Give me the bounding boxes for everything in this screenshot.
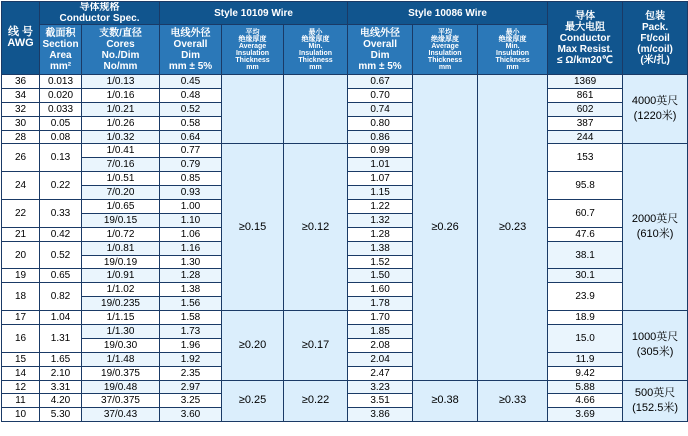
section-area-cell: 0.52 xyxy=(40,241,82,269)
resistance-header-line: 导体 xyxy=(575,10,596,22)
awg-cell: 26 xyxy=(2,144,40,172)
cores-cell: 19/0.375 xyxy=(82,366,160,380)
avg-ins-line: Thickness xyxy=(427,56,463,64)
resistance-header-line: Conductor xyxy=(559,32,611,44)
style1-dim-cell: 3.60 xyxy=(160,408,222,422)
cores-cell: 1/0.91 xyxy=(82,269,160,283)
overall-dim-line: Dim xyxy=(181,49,200,61)
style1-dim-cell: 0.93 xyxy=(160,186,222,200)
awg-cell: 28 xyxy=(2,130,40,144)
pack-header-line: (m/coil) xyxy=(637,43,673,55)
resistance-cell: 95.8 xyxy=(548,172,623,200)
pack-cell xyxy=(623,311,688,380)
section-area-cell: 1.04 xyxy=(40,311,82,325)
section-area-line: Section xyxy=(42,38,79,50)
style1-overall-dim-header xyxy=(160,25,222,75)
awg-cell: 34 xyxy=(2,88,40,102)
style2-dim-cell: 1.22 xyxy=(348,200,413,214)
pack-header-line: Ft/coil xyxy=(640,32,670,44)
avg-ins-line: mm xyxy=(246,63,259,71)
section-area-line: 截面积 xyxy=(45,27,76,39)
min-ins-line: 最小 xyxy=(308,28,323,36)
section-area-cell: 4.20 xyxy=(40,394,82,408)
min-ins-line: mm xyxy=(506,63,519,71)
section-area-cell: 2.10 xyxy=(40,366,82,380)
cores-header-line: Cores xyxy=(106,38,135,50)
pack-header-line: (米/扎) xyxy=(640,54,670,66)
table-row xyxy=(2,75,688,89)
overall-dim-line: Overall xyxy=(363,38,397,50)
style1-dim-cell: 1.00 xyxy=(160,200,222,214)
awg-cell: 36 xyxy=(2,75,40,89)
cores-cell: 1/1.30 xyxy=(82,325,160,339)
resistance-cell: 23.9 xyxy=(548,283,623,311)
table-row xyxy=(2,380,688,394)
style1-dim-cell: 1.58 xyxy=(160,311,222,325)
pack-line: (152.5米) xyxy=(632,401,678,414)
section-area-cell: 0.33 xyxy=(40,200,82,228)
avg-ins-line: Insulation xyxy=(428,49,462,57)
min-ins-line: Thickness xyxy=(298,56,333,64)
awg-cell: 18 xyxy=(2,283,40,311)
avg-ins-line: Average xyxy=(238,42,267,50)
conductor-spec-cn: 导体规格 xyxy=(79,2,120,13)
min-ins-line: Insulation xyxy=(496,49,530,57)
style1-avg-ins-cell: ≥0.20 xyxy=(222,311,284,380)
cores-cell: 19/0.235 xyxy=(82,297,160,311)
avg-ins-line: Thickness xyxy=(235,56,270,64)
cores-header xyxy=(82,25,160,75)
min-ins-line: Thickness xyxy=(495,56,530,64)
overall-dim-line: Overall xyxy=(173,38,208,50)
resistance-cell: 861 xyxy=(548,88,623,102)
style2-dim-cell: 0.70 xyxy=(348,88,413,102)
resistance-cell: 3.69 xyxy=(548,408,623,422)
resistance-cell: 11.9 xyxy=(548,352,623,366)
overall-dim-line: 电线外径 xyxy=(360,27,401,39)
resistance-header-line: 最大电阻 xyxy=(565,21,606,33)
style2-dim-cell: 3.86 xyxy=(348,408,413,422)
style2-dim-cell: 3.51 xyxy=(348,394,413,408)
cores-cell: 1/0.51 xyxy=(82,172,160,186)
resistance-cell: 60.7 xyxy=(548,200,623,228)
resistance-cell: 38.1 xyxy=(548,241,623,269)
resistance-header xyxy=(548,2,623,75)
style1-dim-cell: 1.28 xyxy=(160,269,222,283)
cores-cell: 1/0.13 xyxy=(82,75,160,89)
section-area-cell: 1.31 xyxy=(40,325,82,353)
style2-dim-cell: 2.47 xyxy=(348,366,413,380)
style2-header: Style 10086 Wire xyxy=(348,2,548,25)
style2-dim-cell: 2.08 xyxy=(348,338,413,352)
cores-cell: 1/0.65 xyxy=(82,200,160,214)
pack-header-line: 包装 xyxy=(645,10,666,22)
cores-cell: 1/1.48 xyxy=(82,352,160,366)
style1-dim-cell: 0.79 xyxy=(160,158,222,172)
style2-dim-cell: 1.52 xyxy=(348,255,413,269)
awg-cell: 15 xyxy=(2,352,40,366)
pack-cell xyxy=(623,144,688,311)
avg-ins-line: 绝缘厚度 xyxy=(431,35,460,43)
cores-cell: 7/0.20 xyxy=(82,186,160,200)
section-area-cell: 0.033 xyxy=(40,102,82,116)
style2-dim-cell: 1.50 xyxy=(348,269,413,283)
cores-cell: 37/0.375 xyxy=(82,394,160,408)
section-area-line: Area xyxy=(49,49,72,61)
table-header xyxy=(2,2,688,75)
cores-cell: 1/0.72 xyxy=(82,227,160,241)
style1-avg-ins-cell xyxy=(222,75,284,144)
section-area-cell: 0.13 xyxy=(40,144,82,172)
style2-dim-cell: 1.32 xyxy=(348,213,413,227)
style1-dim-cell: 1.16 xyxy=(160,241,222,255)
overall-dim-line: Dim xyxy=(370,49,390,61)
section-area-cell: 3.31 xyxy=(40,380,82,394)
cores-cell: 19/0.15 xyxy=(82,213,160,227)
style1-dim-cell: 1.92 xyxy=(160,352,222,366)
style2-dim-cell: 0.74 xyxy=(348,102,413,116)
min-ins-line: 最小 xyxy=(505,28,520,36)
style1-dim-cell: 0.45 xyxy=(160,75,222,89)
awg-cell: 14 xyxy=(2,366,40,380)
section-area-cell: 1.65 xyxy=(40,352,82,366)
min-ins-line: mm xyxy=(309,63,322,71)
resistance-cell: 15.0 xyxy=(548,325,623,353)
cores-header-line: No/mm xyxy=(103,60,138,72)
avg-ins-line: mm xyxy=(438,63,452,71)
style1-min-ins-cell xyxy=(284,75,348,144)
style1-dim-cell: 1.73 xyxy=(160,325,222,339)
cores-cell: 1/0.81 xyxy=(82,241,160,255)
awg-cell: 17 xyxy=(2,311,40,325)
pack-header xyxy=(623,2,688,75)
pack-cell xyxy=(623,75,688,144)
style1-header: Style 10109 Wire xyxy=(160,2,348,25)
section-area-cell: 0.013 xyxy=(40,75,82,89)
cores-cell: 19/0.30 xyxy=(82,338,160,352)
section-area-cell: 0.22 xyxy=(40,172,82,200)
resistance-cell: 47.6 xyxy=(548,227,623,241)
style2-min-ins-cell: ≥0.33 xyxy=(478,380,548,422)
pack-cell xyxy=(623,380,688,422)
conductor-spec-header xyxy=(40,2,160,25)
overall-dim-line: mm ± 5% xyxy=(168,60,213,72)
cores-cell: 1/1.15 xyxy=(82,311,160,325)
style2-avg-ins-cell: ≥0.26 xyxy=(413,75,478,381)
section-area-cell: 0.020 xyxy=(40,88,82,102)
style2-min-ins-cell: ≥0.23 xyxy=(478,75,548,381)
resistance-cell: 18.9 xyxy=(548,311,623,325)
style1-avg-ins-header xyxy=(222,25,284,75)
awg-cell: 20 xyxy=(2,241,40,269)
style1-dim-cell: 1.56 xyxy=(160,297,222,311)
section-area-cell: 0.05 xyxy=(40,116,82,130)
pack-line: (610米) xyxy=(636,228,674,241)
wire-spec-table xyxy=(1,1,688,422)
awg-cell: 21 xyxy=(2,227,40,241)
style1-dim-cell: 0.77 xyxy=(160,144,222,158)
style1-dim-cell: 0.58 xyxy=(160,116,222,130)
resistance-cell: 4.66 xyxy=(548,394,623,408)
style2-dim-cell: 1.38 xyxy=(348,241,413,255)
style1-min-ins-cell: ≥0.22 xyxy=(284,380,348,422)
resistance-header-line: Max Resist. xyxy=(557,43,613,55)
awg-cell: 22 xyxy=(2,200,40,228)
awg-header-cn: 线 号 xyxy=(7,26,34,38)
avg-ins-line: Insulation xyxy=(235,49,270,57)
style1-dim-cell: 3.25 xyxy=(160,394,222,408)
style1-dim-cell: 2.97 xyxy=(160,380,222,394)
section-area-cell: 0.65 xyxy=(40,269,82,283)
awg-cell: 30 xyxy=(2,116,40,130)
style2-dim-cell: 1.78 xyxy=(348,297,413,311)
style1-min-ins-cell: ≥0.17 xyxy=(284,311,348,380)
pack-line: 4000英尺 xyxy=(631,95,679,108)
style2-dim-cell: 0.67 xyxy=(348,75,413,89)
min-ins-line: Insulation xyxy=(299,49,333,57)
awg-header xyxy=(2,2,40,75)
section-area-cell: 5.30 xyxy=(40,408,82,422)
cores-header-line: No./Dim xyxy=(101,49,140,61)
style1-min-ins-header xyxy=(284,25,348,75)
awg-cell: 32 xyxy=(2,102,40,116)
table-row xyxy=(2,311,688,325)
style1-dim-cell: 0.64 xyxy=(160,130,222,144)
style2-min-ins-header xyxy=(478,25,548,75)
style2-dim-cell: 1.85 xyxy=(348,325,413,339)
avg-ins-line: 绝缘厚度 xyxy=(238,35,267,43)
section-area-header xyxy=(40,25,82,75)
awg-cell: 11 xyxy=(2,394,40,408)
resistance-cell: 9.42 xyxy=(548,366,623,380)
resistance-cell: 602 xyxy=(548,102,623,116)
style1-dim-cell: 1.96 xyxy=(160,338,222,352)
style2-dim-cell: 1.01 xyxy=(348,158,413,172)
style2-dim-cell: 1.70 xyxy=(348,311,413,325)
pack-line: (305米) xyxy=(636,346,674,359)
section-area-line: mm² xyxy=(49,60,72,72)
awg-cell: 19 xyxy=(2,269,40,283)
style1-avg-ins-cell: ≥0.15 xyxy=(222,144,284,311)
cores-cell: 1/0.16 xyxy=(82,88,160,102)
style1-dim-cell: 1.06 xyxy=(160,227,222,241)
resistance-cell: 5.88 xyxy=(548,380,623,394)
style1-avg-ins-cell: ≥0.25 xyxy=(222,380,284,422)
resistance-cell: 387 xyxy=(548,116,623,130)
style2-dim-cell: 1.60 xyxy=(348,283,413,297)
overall-dim-line: 电线外径 xyxy=(170,27,211,39)
pack-line: 1000英尺 xyxy=(631,331,679,344)
style2-dim-cell: 1.07 xyxy=(348,172,413,186)
section-area-cell: 0.42 xyxy=(40,227,82,241)
avg-ins-line: 平均 xyxy=(438,28,453,36)
section-area-cell: 0.82 xyxy=(40,283,82,311)
resistance-header-line: ≤ Ω/km20℃ xyxy=(557,54,614,66)
style1-dim-cell: 1.10 xyxy=(160,213,222,227)
min-ins-line: Min. xyxy=(505,42,520,50)
cores-cell: 19/0.19 xyxy=(82,255,160,269)
awg-cell: 24 xyxy=(2,172,40,200)
min-ins-line: 绝缘厚度 xyxy=(301,35,330,43)
style2-dim-cell: 1.15 xyxy=(348,186,413,200)
cores-cell: 1/0.41 xyxy=(82,144,160,158)
pack-line: (1220米) xyxy=(633,110,677,123)
style2-dim-cell: 0.86 xyxy=(348,130,413,144)
avg-ins-line: 平均 xyxy=(245,28,260,36)
style2-dim-cell: 2.04 xyxy=(348,352,413,366)
pack-header-line: Pack. xyxy=(642,21,669,33)
style1-min-ins-cell: ≥0.12 xyxy=(284,144,348,311)
style2-dim-cell: 0.99 xyxy=(348,144,413,158)
style1-dim-cell: 0.85 xyxy=(160,172,222,186)
cores-cell: 7/0.16 xyxy=(82,158,160,172)
cores-cell: 19/0.48 xyxy=(82,380,160,394)
style1-dim-cell: 1.30 xyxy=(160,255,222,269)
section-area-cell: 0.08 xyxy=(40,130,82,144)
table-row xyxy=(2,144,688,158)
pack-line: 2000英尺 xyxy=(631,213,679,226)
cores-cell: 1/0.26 xyxy=(82,116,160,130)
style2-dim-cell: 0.80 xyxy=(348,116,413,130)
cores-cell: 1/1.02 xyxy=(82,283,160,297)
cores-header-line: 支数/直径 xyxy=(99,27,142,39)
resistance-cell: 30.1 xyxy=(548,269,623,283)
cores-cell: 1/0.32 xyxy=(82,130,160,144)
awg-header-en: AWG xyxy=(7,37,34,49)
min-ins-line: 绝缘厚度 xyxy=(498,35,527,43)
style2-dim-cell: 1.28 xyxy=(348,227,413,241)
cores-cell: 37/0.43 xyxy=(82,408,160,422)
awg-cell: 12 xyxy=(2,380,40,394)
table-body xyxy=(2,75,688,422)
awg-cell: 10 xyxy=(2,408,40,422)
min-ins-line: Min. xyxy=(308,42,323,50)
style2-avg-ins-header xyxy=(413,25,478,75)
style1-dim-cell: 2.35 xyxy=(160,366,222,380)
awg-cell: 16 xyxy=(2,325,40,353)
style1-dim-cell: 1.38 xyxy=(160,283,222,297)
resistance-cell: 1369 xyxy=(548,75,623,89)
resistance-cell: 153 xyxy=(548,144,623,172)
pack-line: 500英尺 xyxy=(634,386,676,399)
avg-ins-line: Average xyxy=(431,42,459,50)
style1-dim-cell: 0.48 xyxy=(160,88,222,102)
overall-dim-line: mm ± 5% xyxy=(358,60,402,72)
style2-dim-cell: 3.23 xyxy=(348,380,413,394)
style1-dim-cell: 0.52 xyxy=(160,102,222,116)
style2-overall-dim-header xyxy=(348,25,413,75)
resistance-cell: 244 xyxy=(548,130,623,144)
cores-cell: 1/0.21 xyxy=(82,102,160,116)
conductor-spec-en: Conductor Spec. xyxy=(59,13,140,24)
style2-avg-ins-cell: ≥0.38 xyxy=(413,380,478,422)
